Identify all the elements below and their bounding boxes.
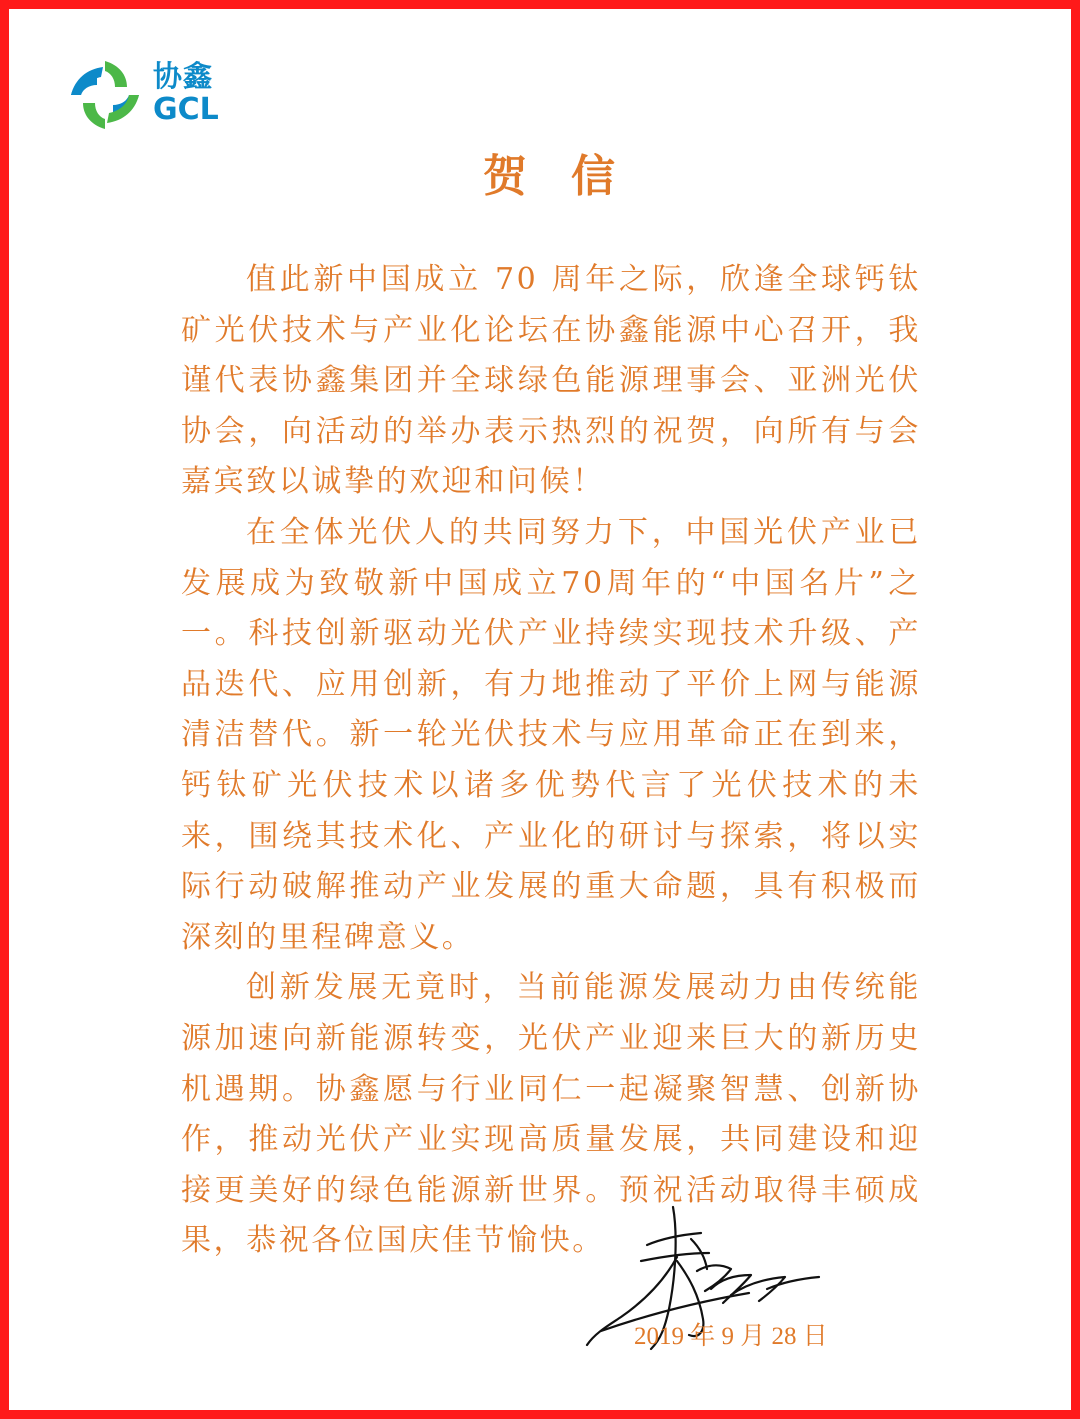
logo-english-name: GCL <box>153 92 219 127</box>
letter-title: 贺信 <box>483 151 659 202</box>
letter-body <box>181 255 921 1267</box>
paragraph-3: 创新发展无竟时，当前能源发展动力由传统能源加速向新能源转变，光伏产业迎来巨大的新历史机遇期。协鑫愿与行业同仁一起凝聚智慧、创新协作，推动光伏产业实现高质量发展，共同建设和迎接更美好的绿色能源新世界。预祝活动取得丰硕成果，恭祝各位国庆佳节愉快。 <box>181 970 921 1259</box>
letter-date: 2019 年 9 月 28 日 <box>634 1323 828 1350</box>
gcl-logo <box>65 55 237 135</box>
paragraph-1: 值此新中国成立 70 周年之际，欣逢全球钙钛矿光伏技术与产业化论坛在协鑫能源中心召开，我谨代表协鑫集团并全球绿色能源理事会、亚洲光伏协会，向活动的举办表示热烈的祝贺，向所有与会嘉宾致以诚挚的欢迎和问候！ <box>181 262 921 500</box>
logo-chinese-name: 协鑫 <box>153 59 214 93</box>
gcl-logo-mark-icon <box>65 55 145 135</box>
paragraph-2: 在全体光伏人的共同努力下，中国光伏产业已发展成为致敬新中国成立70周年的“中国名片”之一。科技创新驱动光伏产业持续实现技术升级、产品迭代、应用创新，有力地推动了平价上网与能源清洁替代。新一轮光伏技术与应用革命正在到来，钙钛矿光伏技术以诸多优势代言了光伏技术的未来，围绕其技术化、产业化的研讨与探索，将以实际行动破解推动产业发展的重大命题，具有积极而深刻的里程碑意义。 <box>181 514 921 955</box>
